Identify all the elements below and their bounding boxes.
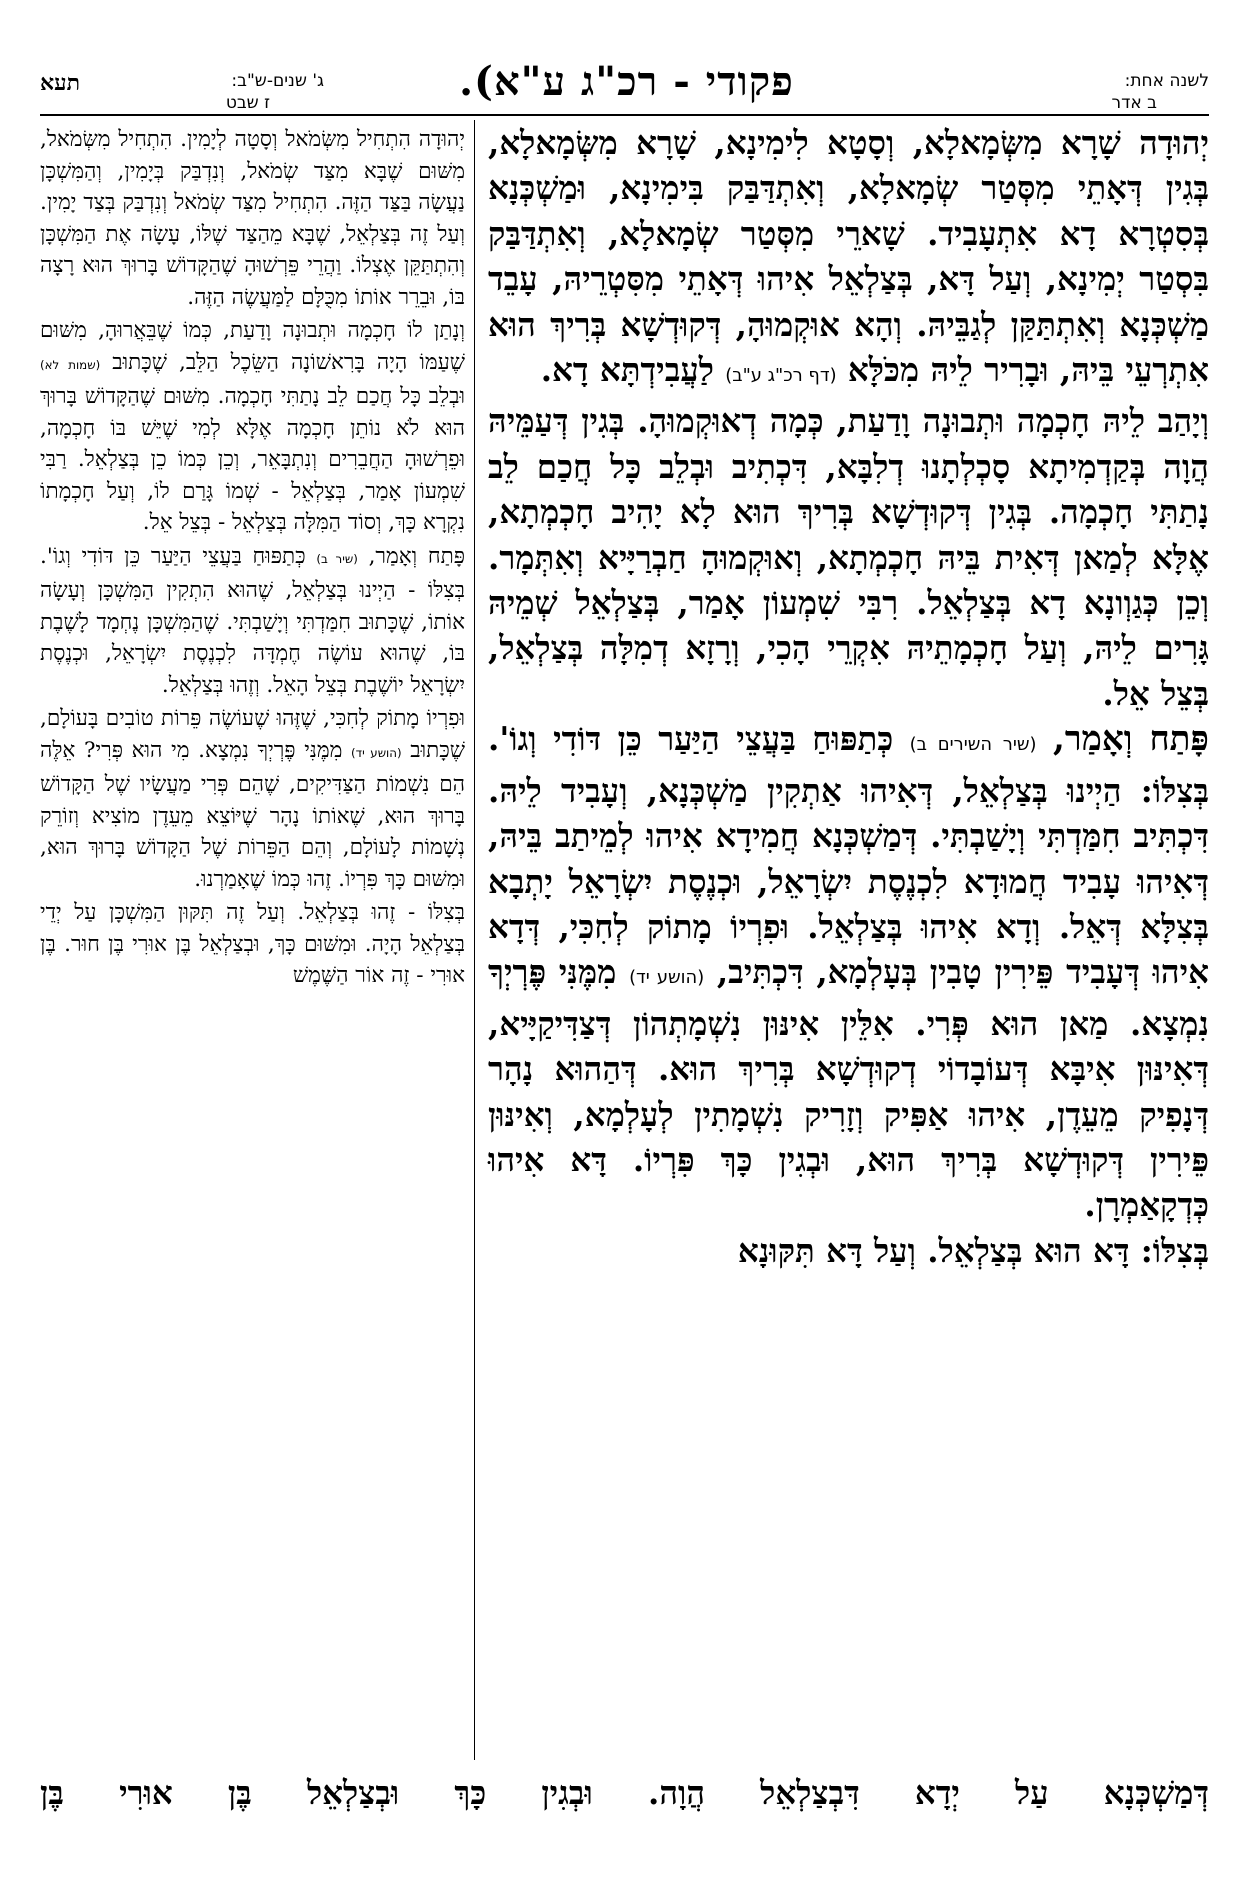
translation-paragraph xyxy=(40,315,465,539)
translation-text: כְּתַפּוּחַ בַּעֲצֵי הַיַּעַר כֵּן דּוֹדִי וְגוֹ'. בְּצִלּוֹ - הַיְינוּ בְּצַלְאֵל, שֶׁהוּא הִתְקִין הַמִּשְׁכָּן וְעָשָׂה אוֹתוֹ, שֶׁכָּתוּב חִמַּדְתִּי וְיָשַׁבְתִּי. שֶׁהַמִּשְׁכָּן נֶחְמָד לָשֶׁבֶת בּוֹ, שֶׁהוּא עוֹשֶׂה חֶמְדָּה לִכְנֶסֶת יִשְׂרָאֵל, וּכְנֶסֶת יִשְׂרָאֵל יוֹשֶׁבֶת בְּצֵל הָאֵל. וְזֶהוּ בְּצַלְאֵל. xyxy=(40,543,465,698)
page-reference: (דף רכ"ג ע"ב) xyxy=(725,365,837,387)
translation-text: וּפִרְיוֹ מָתוֹק לְחִכִּי, שֶׁזֶּהוּ שֶׁעוֹשֶׂה פֵּרוֹת טוֹבִים בָּעוֹלָם, שֶׁכָּתוּב xyxy=(40,706,465,763)
verse-reference: (הושע יד) xyxy=(629,967,705,989)
verse-reference: (שיר ב) xyxy=(316,551,358,566)
main-text: מִמֶּנִּי פֶּרְיְךָ נִמְצָא. מַאן הוּא פְּרִי. אִלֵּין אִינּוּן נִשְׁמָתְהוֹן דְּצַדִּיקַיָּיא, דְּאִינּוּן אִיבָּא דְּעוֹבָדוֹי דְקוּדְשָׁא בְּרִיךְ הוּא. דְּהַהוּא נָהָר דְּנָפִיק מֵעֵדֶן, אִיהוּ אַפִּיק וְזָרִיק נִשְׁמָתִין לְעָלְמָא, וְאִינּוּן פֵּירִין דְּקוּדְשָׁא בְּרִיךְ הוּא, וּבְגִין כָּךְ פִּרְיוֹ. דָּא אִיהוּ כְּדְקָאַמְרָן. xyxy=(488,952,1209,1225)
main-paragraph xyxy=(488,1228,1209,1273)
translation-paragraph xyxy=(40,124,465,313)
header-three-year-cycle xyxy=(156,70,324,114)
translation-text: מִמֶּנִּי פֶּרְיְךָ נִמְצָא. מִי הוּא פְּרִי? אֵלֶּה הֵם נִשְׁמוֹת הַצַּדִּיקִים, שֶׁהֵם פְּרִי מַעֲשָׂיו שֶׁל הַקָּדוֹשׁ בָּרוּךְ הוּא, שֶׁאוֹתוֹ נָהָר שֶׁיּוֹצֵא מֵעֵדֶן מוֹצִיא וְזוֹרֵק נְשָׁמוֹת לָעוֹלָם, וְהֵם הַפֵּרוֹת שֶׁל הַקָּדוֹשׁ בָּרוּךְ הוּא, וּמִשּׁוּם כָּךְ פִּרְיוֹ. זֶהוּ כְּמוֹ שֶׁאָמַרְנוּ. xyxy=(40,737,465,892)
main-paragraph xyxy=(488,120,1209,398)
main-text: לַעֲבִידְתָּא דָא. xyxy=(540,350,714,390)
column-divider xyxy=(474,120,475,1760)
three-year-cycle-date: ז שבט xyxy=(225,93,270,113)
main-text-column xyxy=(488,120,1209,1273)
translation-text: וּבְלֵב כָּל חֲכַם לֵב נָתַתִּי חָכְמָה. מִשּׁוּם שֶׁהַקָּדוֹשׁ בָּרוּךְ הוּא לֹא נוֹתֵן חָכְמָה אֶלָּא לְמִי שֶׁיֵּשׁ בּוֹ חָכְמָה, וּפֵרְשׁוּהָ הַחֲבֵרִים וְנִתְבָּאֵר, וְכֵן כְּמוֹ כֵן בְּצַלְאֵל. רַבִּי שִׁמְעוֹן אָמַר, בְּצַלְאֵל - שְׁמוֹ גָּרַם לוֹ, וְעַל חָכְמָתוֹ נִקְרָא כָּךְ, וְסוֹד הַמִּלָּה בְּצַלְאֵל - בְּצֵל אֵל. xyxy=(40,384,465,535)
translation-paragraph xyxy=(40,897,465,992)
main-text: וְיָהַב לֵיהּ חָכְמָה וּתְבוּנָה וָדַעַת, כְּמָה דְאוּקְמוּהָ. בְּגִין דְּעַמֵּיהּ הֲוָה בְּקַדְמִיתָא סָכְלְתָנוּ דְלִבָּא, דִּכְתִיב וּבְלֵב כָּל חֲכַם לֵב נָתַתִּי חָכְמָה. בְּגִין דְּקוּדְשָׁא בְּרִיךְ הוּא לָא יָהִיב חָכְמְתָא, אֶלָּא לְמַאן דְּאִית בֵּיהּ חָכְמְתָא, וְאוּקְמוּהָ חַבְרַיָּיא וְאִתְּמָר. וְכֵן כְּגַוְונָא דָא בְּצַלְאֵל. רִבִּי שִׁמְעוֹן אָמַר, בְּצַלְאֵל שְׁמֵיהּ גָּרִים לֵיהּ, וְעַל חָכְמָתֵיהּ אִקְרֵי הָכִי, וְרָזָא דְמִלָּה בְּצַלְאֵל, בְּצֵל אֵל. xyxy=(488,401,1209,713)
header-study-cycle xyxy=(1079,70,1209,114)
translation-text: בְּצִלּוֹ - זֶהוּ בְּצַלְאֵל. וְעַל זֶה תִּקּוּן הַמִּשְׁכָּן עַל יְדֵי בְּצַלְאֵל הָיָה. וּמִשּׁוּם כָּךְ, וּבְצַלְאֵל בֶּן אוּרִי בֶּן חוּר. בֶּן אוּרִי - זֶה אוֹר הַשֶּׁמֶשׁ xyxy=(40,900,465,988)
paragraph-lead: פָּתַח וְאָמַר, xyxy=(1052,719,1209,760)
main-text: יְהוּדָה שָׁרָא מִשְּׂמָאלָא, וְסָטָא לִימִינָא, שָׁרָא מִשְּׂמָאלָא, בְּגִין דְּאָתֵי מִסְּטַר שְׂמָאלָא, וְאִתְדַּבַּק בִּימִינָא, וּמַשְׁכְּנָא בְּסִטְרָא דָא אִתְעָבִיד. שָׁארֵי מִסְּטַר שְׂמָאלָא, וְאִתְדַּבַּק בִּסְטַר יְמִינָא, וְעַל דָּא, בְּצַלְאֵל אִיהוּ דְּאָתֵי מִסִּטְרֵיהּ, עָבֵד מַשְׁכְּנָא וְאִתְתַּקַּן לְגַבֵּיהּ. וְהָא אוּקְמוּהָ, דְּקוּדְשָׁא בְּרִיךְ הוּא אִתְרְעֵי בֵּיהּ, וּבָרִיר לֵיהּ מִכֹּלָּא xyxy=(488,123,1209,390)
page-title: פקודי - רכ"ג ע"א). xyxy=(459,58,794,105)
three-year-cycle-label: ג' שנים-ש"ב: xyxy=(231,71,324,91)
verse-reference: (שמות לא) xyxy=(40,357,101,372)
translation-paragraph xyxy=(40,541,465,702)
verse-reference: (שיר השירים ב) xyxy=(909,734,1037,756)
translation-paragraph xyxy=(40,703,465,895)
study-cycle-label: לשנה אחת: xyxy=(1124,71,1209,91)
translation-text: וְנָתַן לוֹ חָכְמָה וּתְבוּנָה וָדַעַת, כְּמוֹ שֶׁבֵּאֲרוּהָ, מִשּׁוּם שֶׁעַמּוֹ הָיָה בָּרִאשׁוֹנָה הַשֵּׂכֶל הַלֵּב, שֶׁכָּתוּב xyxy=(40,318,465,375)
footer-text-line: דְּמַשְׁכְּנָא עַל יְדָא דִּבְצַלְאֵל הֲוָה. וּבְגִין כָּךְ וּבְצַלְאֵל בֶּן אוּרִי בֶּן xyxy=(40,1773,1209,1812)
study-cycle-date: ב אדר xyxy=(1111,93,1157,113)
page-number: תעא xyxy=(40,70,80,96)
main-text: כְּתַפּוּחַ בַּעֲצֵי הַיַּעַר כֵּן דּוֹדִי וְגוֹ'. בְּצִלּוֹ: הַיְינוּ בְּצַלְאֵל, דְּאִיהוּ אַתְקִין מַשְׁכְּנָא, וְעָבִיד לֵיהּ. דִּכְתִּיב חִמַּדְתִּי וְיָשַׁבְתִּי. דְּמַשְׁכְּנָא חֲמִידָא אִיהוּ לְמֵיתַב בֵּיהּ, דְּאִיהוּ עָבִיד חֲמוּדָא לִכְנֶסֶת יִשְׂרָאֵל, וּכְנֶסֶת יִשְׂרָאֵל יָתְבָא בְּצִלָּא דְּאֵל. וְדָא אִיהוּ בְּצַלְאֵל. וּפִרְיוֹ מָתוֹק לְחִכִּי, דְּדָא אִיהוּ דְּעָבִיד פֵּירִין טָבִין בְּעָלְמָא, דִּכְתִּיב, xyxy=(488,719,1209,992)
paragraph-lead: פָּתַח וְאָמַר, xyxy=(368,543,465,569)
translation-column xyxy=(40,124,465,994)
header-divider xyxy=(40,114,1209,116)
translation-text: יְהוּדָה הִתְחִיל מִשְּׂמֹאל וְסָטָה לְיָמִין. הִתְחִיל מִשְּׂמֹאל, מִשּׁוּם שֶׁבָּא מִצַּד שְׂמֹאל, וְנִדְבַּק בְּיָמִין, וְהַמִּשְׁכָּן נַעֲשָׂה בַּצַּד הַזֶּה. הִתְחִיל מִצַּד שְׂמֹאל וְנִדְבַּק בְּצַד יָמִין. וְעַל זֶה בְּצַלְאֵל, שֶׁבָּא מֵהַצַּד שֶׁלּוֹ, עָשָׂה אֶת הַמִּשְׁכָּן וְהִתְתַּקֵּן אֶצְלוֹ. וַהֲרֵי פֵּרְשׁוּהָ שֶׁהַקָּדוֹשׁ בָּרוּךְ הוּא רָצָה בּוֹ, וּבֵרֵר אוֹתוֹ מִכֻּלָּם לַמַּעֲשֶׂה הַזֶּה. xyxy=(40,127,465,310)
verse-reference: (הושע יד) xyxy=(351,745,402,760)
main-paragraph xyxy=(488,398,1209,716)
main-text: בְּצִלּוֹ: דָּא הוּא בְּצַלְאֵל. וְעַל דָּא תִּקּוּנָא xyxy=(737,1230,1209,1270)
main-paragraph xyxy=(488,716,1209,1227)
